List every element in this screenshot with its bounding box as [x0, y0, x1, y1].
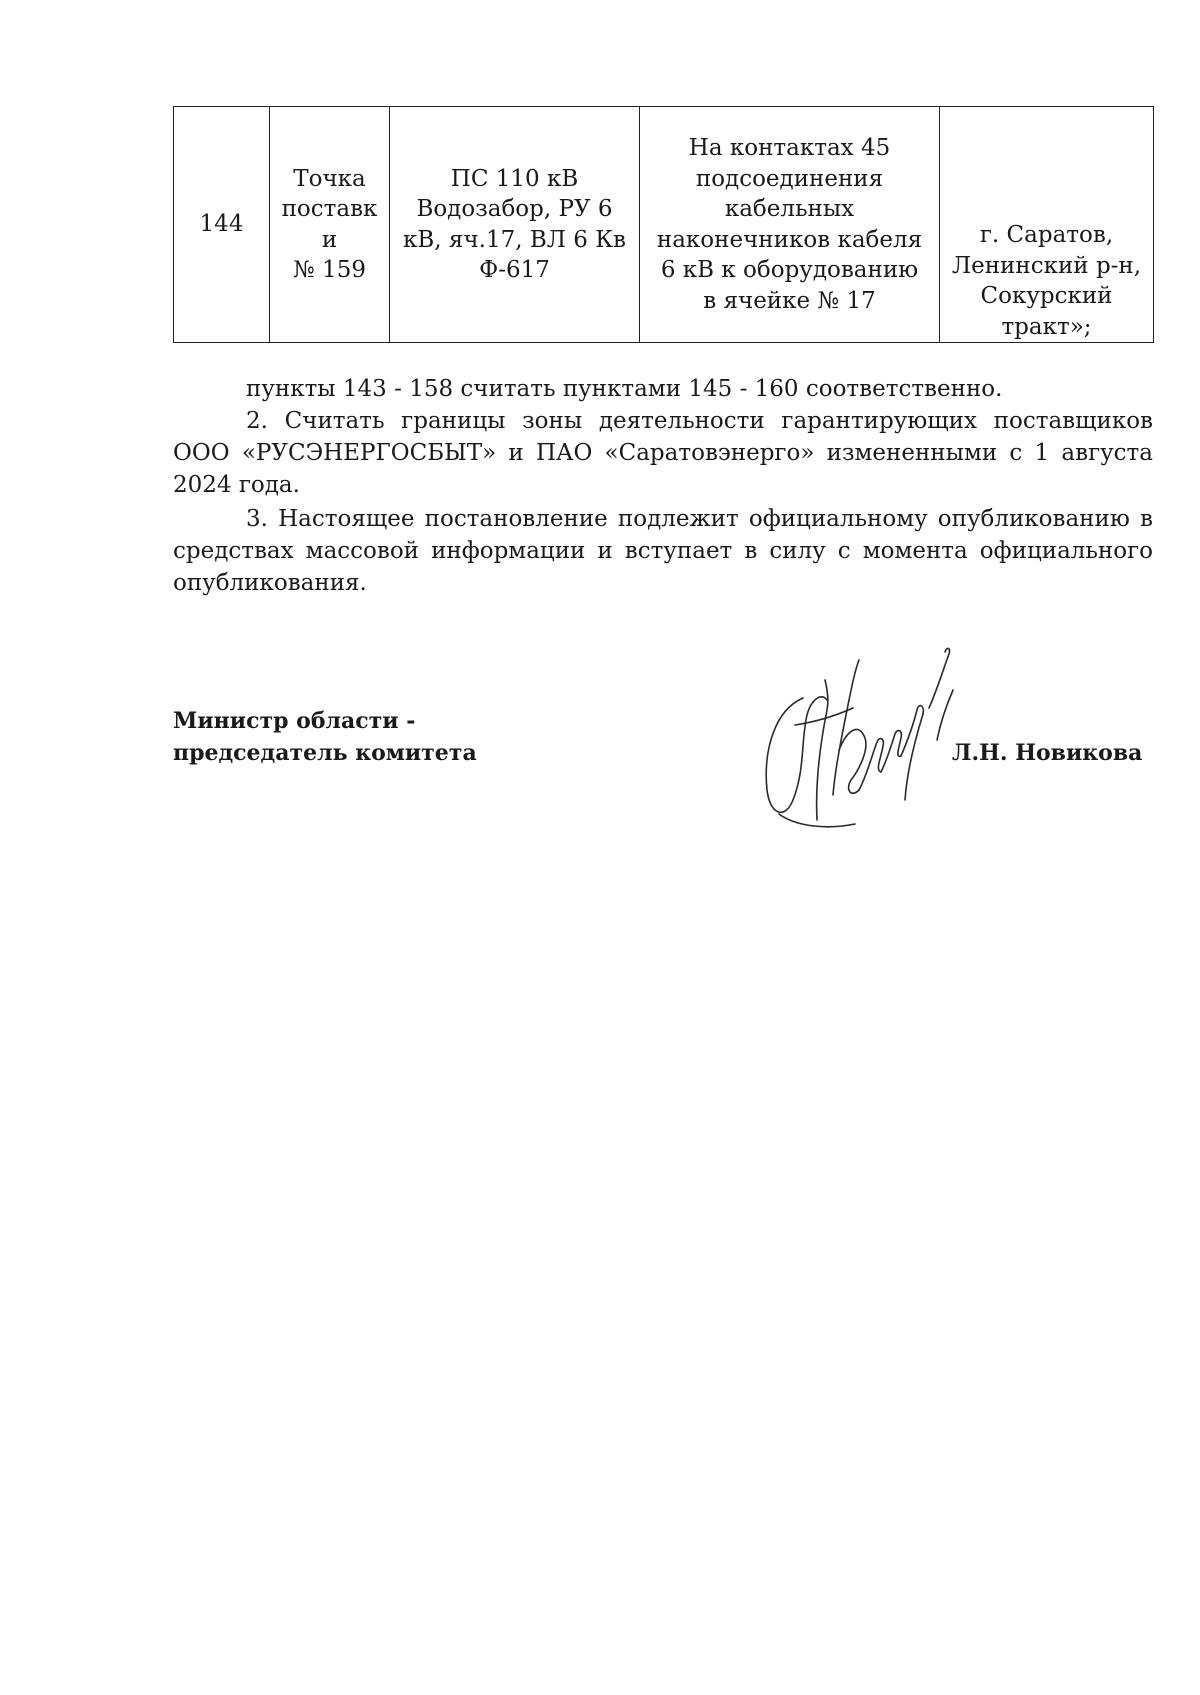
paragraph-2: 2. Считать границы зоны деятельности гарантирующих поставщиков ООО «РУСЭНЕРГОСБЫТ» и ПАО «Саратовэнерго» измененными с 1 августа 2024 года.	[173, 408, 1153, 498]
boundary-line: наконечников кабеля	[656, 226, 923, 253]
supply-point-line: № 159	[293, 257, 366, 283]
supply-point-line: Точка	[293, 165, 366, 192]
address-cell	[940, 107, 1154, 343]
table-row	[174, 107, 1154, 343]
signer-title	[173, 705, 477, 769]
supply-point-line: поставк	[281, 196, 378, 222]
signer-title-line: председатель комитета	[173, 740, 477, 766]
row-number: 144	[199, 211, 244, 238]
signer-title-line: Министр области -	[173, 708, 416, 734]
boundary-line: 6 кВ к оборудованию	[660, 257, 919, 283]
substation-line: кВ, яч.17, ВЛ 6 Кв	[403, 226, 626, 253]
boundary-line: кабельных	[724, 196, 855, 222]
address-line: Сокурский	[980, 283, 1113, 309]
boundary-line: в ячейке № 17	[703, 287, 876, 314]
row-number-cell	[174, 107, 270, 343]
supply-point-cell	[270, 107, 390, 343]
handwritten-signature	[755, 630, 955, 835]
paragraph-renumbering: пункты 143 - 158 считать пунктами 145 - 160 соответственно.	[246, 376, 1003, 402]
address-line: г. Саратов,	[979, 222, 1114, 248]
supply-points-table	[173, 106, 1154, 343]
boundary-line: подсоединения	[695, 165, 884, 192]
substation-line: Водозабор, РУ 6	[416, 196, 613, 222]
signer-name: Л.Н. Новикова	[952, 740, 1143, 766]
boundary-cell	[640, 107, 940, 343]
address-line: Ленинский р-н,	[951, 252, 1142, 279]
paragraph-3: 3. Настоящее постановление подлежит официальному опубликованию в средствах массовой информации и вступает в силу с момента официального опубликования.	[173, 506, 1153, 596]
boundary-line: На контактах 45	[688, 135, 891, 161]
supply-point-line: и	[321, 226, 338, 253]
substation-cell	[390, 107, 640, 343]
substation-line: Ф-617	[479, 257, 550, 283]
substation-line: ПС 110 кВ	[450, 165, 579, 192]
address-line: тракт»;	[1001, 313, 1092, 340]
